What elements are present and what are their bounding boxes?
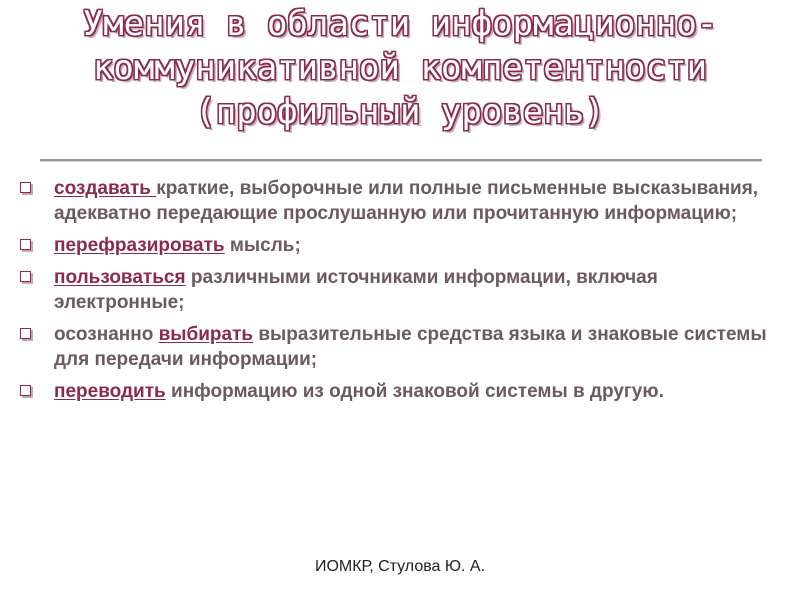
title-line-1: Умения в области информационно- xyxy=(82,4,718,44)
list-item xyxy=(18,265,788,315)
list-item xyxy=(18,233,788,258)
title-line-2: коммуникативной компетентности xyxy=(92,48,708,88)
item-verb: пользоваться xyxy=(54,267,186,288)
item-verb: перефразировать xyxy=(54,235,225,256)
item-post-text: выразительные средства языка и знаковые системы для передачи информации; xyxy=(54,324,767,370)
slide-title xyxy=(0,2,800,134)
square-bullet-icon xyxy=(20,271,31,282)
skills-list xyxy=(18,176,788,411)
item-verb: переводить xyxy=(54,381,166,402)
item-pre-text: осознанно xyxy=(54,324,159,345)
list-item xyxy=(18,379,788,404)
square-bullet-icon xyxy=(20,385,31,396)
title-divider xyxy=(40,159,762,162)
item-post-text: информацию из одной знаковой системы в другую. xyxy=(165,381,664,402)
list-item xyxy=(18,176,788,226)
square-bullet-icon xyxy=(20,328,31,339)
item-post-text: краткие, выборочные или полные письменные высказывания, адекватно передающие прослушанную или прочитанную информацию; xyxy=(54,178,759,224)
square-bullet-icon xyxy=(20,239,31,250)
square-bullet-icon xyxy=(20,182,31,193)
item-post-text: мысль; xyxy=(224,235,301,256)
item-post-text: различными источниками информации, включая электронные; xyxy=(54,267,658,313)
item-verb: выбирать xyxy=(158,324,254,345)
list-item xyxy=(18,322,788,372)
item-verb: создавать xyxy=(54,178,157,199)
title-line-3: (профильный уровень) xyxy=(195,92,605,132)
footer-author: ИОМКР, Стулова Ю. А. xyxy=(314,558,486,575)
